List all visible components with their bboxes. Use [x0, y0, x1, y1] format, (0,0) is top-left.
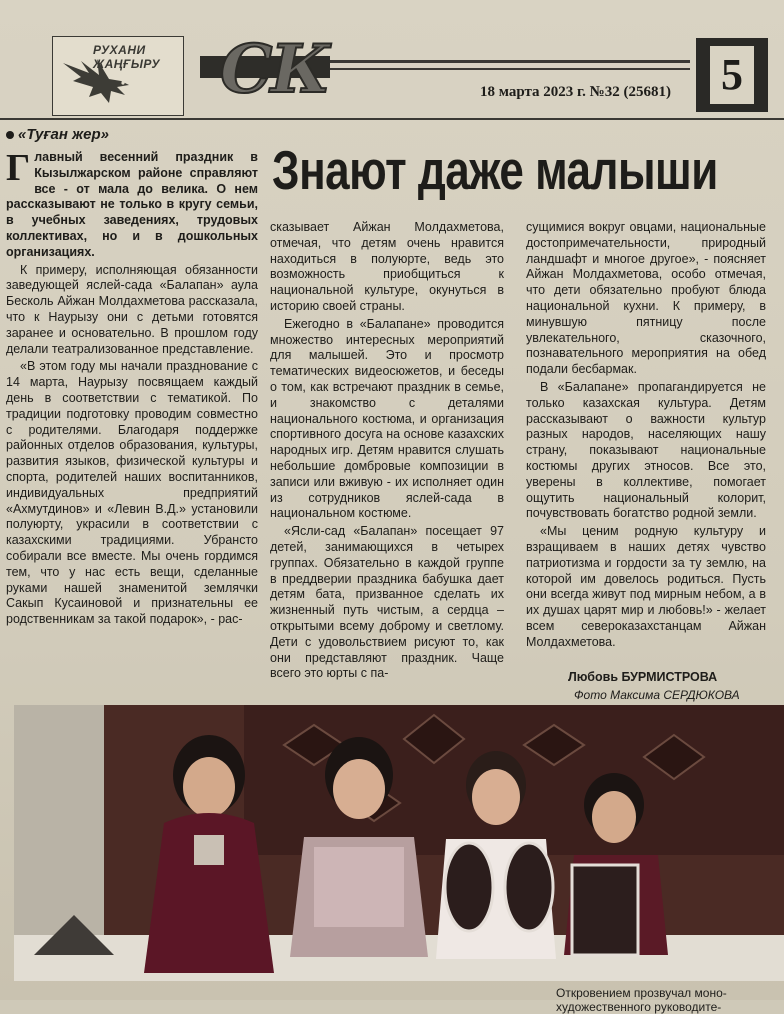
paragraph: В «Балапане» пропагандируется не только казахская культура. Детям рассказывают о важности культур разных народов, населяющих нашу страну, показывают национальные костюмы других этносов. Все это, уверены в коллективе, помогает ощутить национальный колорит, почувствовать богатство родной земли.	[526, 379, 766, 521]
drop-cap: Г	[6, 147, 31, 189]
caption-line: Откровением прозвучал моно-	[556, 986, 727, 1000]
paragraph: сказывает Айжан Молдахметова, отмечая, что детям очень нравится находиться в полуюрте, ведь это возможность приобщиться к национальной культуре, окунуться в историю своей страны.	[270, 220, 504, 313]
paragraph: «В этом году мы начали празднование с 14 марта, Наурызу посвящаем каждый день в соответствии с тематикой. По традиции подготовку проводим совместно с родителями. Благодаря поддержке районных отделов образования, культуры, развития языков, физической культуры и спорта, родителей наших воспитанников, индивидуальных предприятий «Ахмутдинов» и «Левин В.Д.» установили полуюрту, украсили в соответствии с казахскими традициями. Убрансто собирали все вместе. Мы очень гордимся тем, что у нас есть вещи, сделанные руками нашей знаменитой землячки Сакып Кусаиновой и признательны ее родственникам за такой подарок», - рас-	[6, 359, 258, 627]
paragraph: К примеру, исполняющая обязанности заведующей яслей-сада «Балапан» аула Бесколь Айжан Молдахметова рассказала, что к Наурызу они с детьми готовятся заранее и основательно. В прошлом году делали театрализованное представление.	[6, 262, 258, 356]
masthead-rule	[330, 60, 690, 63]
rubric	[6, 126, 109, 143]
rubric-label: «Туған жер»	[18, 126, 109, 143]
bullet-icon	[6, 131, 14, 139]
article-column-2	[270, 220, 504, 706]
article-headline: Знают даже малыши	[272, 140, 718, 202]
masthead-rule	[330, 68, 690, 70]
author-byline: Любовь БУРМИСТРОВА	[568, 670, 718, 684]
logo-line2: ЖАҢҒЫРУ	[93, 57, 160, 71]
page-number: 5	[710, 46, 754, 104]
page-number-box	[696, 38, 768, 112]
lead-text: лавный весенний праздник в Кызылжарском районе справляют все - от мала до велика. О нем рассказывают не только в кругу семьи, в учебных заведениях, трудовых коллективах, но и в дошкольных организациях.	[6, 150, 258, 259]
photo-credit: Фото Максима СЕРДЮКОВА	[574, 688, 740, 702]
children-photo	[14, 705, 784, 981]
logo-line1: РУХАНИ	[93, 43, 146, 57]
lead-paragraph	[6, 147, 258, 261]
article-column-1	[6, 147, 258, 706]
logo-text	[93, 43, 160, 71]
paragraph: сущимися вокруг овцами, национальные достопримечательности, природный ландшафт и многое другое», - поясняет Айжан Молдахметова, особо отмечая, что дети обязательно пробуют блюда национальной кухни. К примеру, в минувшую пятницу после увлекательного, сказочного, познавательного мероприятия на обед подали бесбармак.	[526, 220, 766, 377]
article-column-3	[526, 220, 766, 670]
paragraph: «Мы ценим родную культуру и взращиваем в наших детях чувство патриотизма и гордости за ту землю, на которой им довелось родиться. Пусть они всегда живут под мирным небом, а в их душах царят мир и любовь!» - желает всем североказахстанцам Айжан Молдахметова.	[526, 524, 766, 649]
newspaper-title: СК	[220, 30, 329, 108]
header-divider	[0, 118, 784, 120]
next-article-fragment	[556, 986, 727, 1014]
caption-line: художественного руководите-	[556, 1000, 722, 1014]
rukhani-zhangyru-logo	[52, 36, 184, 116]
dateline: 18 марта 2023 г. №32 (25681)	[480, 84, 671, 100]
paragraph: «Ясли-сад «Балапан» посещает 97 детей, занимающихся в четырех группах. Обязательно в каждой группе в преддверии праздника бабушка дает детям бата, призванное сделать их жизненный путь чистым, а сердца – открытыми всему доброму и светлому. Дети с удовольствием рисуют то, как они представляют праздник. Чаще всего это юрты с па-	[270, 524, 504, 681]
paragraph: Ежегодно в «Балапане» проводится множество интересных мероприятий для малышей. Это и просмотр тематических видеосюжетов, и беседы о том, как встречают праздник в семье, и знакомство с деталями национального костюма, и организация спортивного досуга на основе казахских народных игр. Детям нравится слушать небольшие домбровые композиции в записи или вживую - их исполняет один из сотрудников яслей-сада в национальном костюме.	[270, 316, 504, 521]
